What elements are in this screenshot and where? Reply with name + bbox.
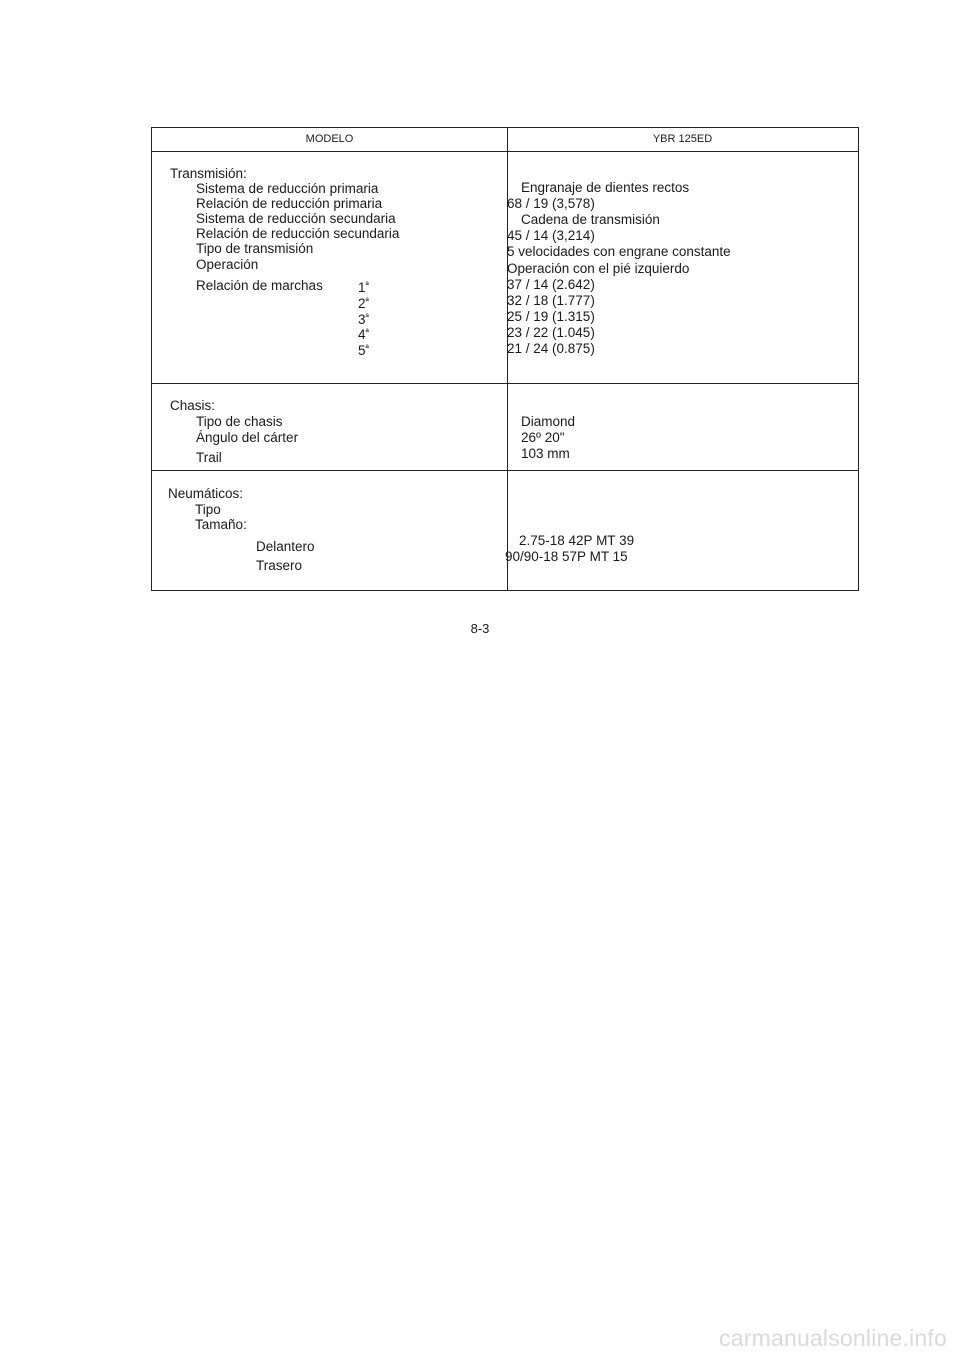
gear-2: [358, 294, 369, 311]
label-sistema-reduccion-primaria: Sistema de reducción primaria: [196, 181, 379, 196]
value-neumatico-delantero: 2.75-18 42P MT 39: [519, 533, 635, 548]
value-tipo-transmision: 5 velocidades con engrane constante: [507, 244, 731, 259]
value-relacion-reduccion-secundaria: 45 / 14 (3,214): [507, 228, 595, 243]
watermark: carmanualsonline.info: [719, 1325, 947, 1351]
value-marcha-2: 32 / 18 (1.777): [507, 293, 595, 308]
section-title-chasis: Chasis:: [170, 398, 216, 413]
label-sistema-reduccion-secundaria: Sistema de reducción secundaria: [196, 211, 396, 226]
ordinal-mark: ª: [365, 343, 369, 353]
value-sistema-reduccion-primaria: Engranaje de dientes rectos: [521, 180, 690, 195]
label-delantero: Delantero: [256, 539, 315, 554]
ordinal-mark: ª: [365, 296, 369, 306]
row-divider-transmision: [152, 383, 858, 384]
gear-number: 3: [358, 312, 366, 327]
label-tipo-neumatico: Tipo: [195, 502, 221, 517]
label-relacion-reduccion-primaria: Relación de reducción primaria: [196, 196, 383, 211]
page-number: 8-3: [470, 621, 490, 636]
gear-number: 5: [358, 343, 366, 358]
section-title-neumaticos: Neumáticos:: [168, 486, 244, 501]
gear-number: 1: [358, 280, 366, 295]
value-neumatico-trasero: 90/90-18 57P MT 15: [505, 549, 628, 564]
value-marcha-4: 23 / 22 (1.045): [507, 325, 595, 340]
table-header: [152, 128, 858, 152]
header-model-value: YBR 125ED: [652, 133, 713, 145]
label-relacion-marchas: Relación de marchas: [196, 278, 323, 293]
value-operacion: Operación con el pié izquierdo: [507, 261, 690, 276]
label-tipo-chasis: Tipo de chasis: [196, 414, 283, 429]
value-angulo-carter: 26º 20": [521, 430, 565, 445]
value-marcha-3: 25 / 19 (1.315): [507, 309, 595, 324]
section-title-transmision: Transmisión:: [170, 166, 247, 181]
label-tipo-transmision: Tipo de transmisión: [196, 241, 314, 256]
row-divider-chasis: [152, 470, 858, 471]
header-model-label: MODELO: [305, 133, 354, 145]
label-trail: Trail: [196, 450, 222, 465]
label-angulo-carter: Ángulo del cárter: [196, 430, 299, 445]
label-relacion-reduccion-secundaria: Relación de reducción secundaria: [196, 226, 400, 241]
label-trasero: Trasero: [256, 558, 303, 573]
label-operacion: Operación: [196, 257, 259, 272]
gear-5: [358, 341, 369, 358]
ordinal-mark: ª: [365, 280, 369, 290]
label-tamano: Tamaño:: [195, 517, 247, 532]
gear-1: [358, 278, 369, 295]
gear-4: [358, 325, 369, 342]
spec-table: [151, 127, 859, 591]
gear-number: 2: [358, 296, 366, 311]
gear-number: 4: [358, 327, 366, 342]
value-tipo-chasis: Diamond: [521, 414, 576, 429]
ordinal-mark: ª: [365, 327, 369, 337]
value-sistema-reduccion-secundaria: Cadena de transmisión: [521, 212, 660, 227]
value-trail: 103 mm: [521, 446, 570, 461]
value-marcha-1: 37 / 14 (2.642): [507, 277, 595, 292]
value-relacion-reduccion-primaria: 68 / 19 (3,578): [507, 196, 595, 211]
value-marcha-5: 21 / 24 (0.875): [507, 341, 595, 356]
ordinal-mark: ª: [365, 312, 369, 322]
